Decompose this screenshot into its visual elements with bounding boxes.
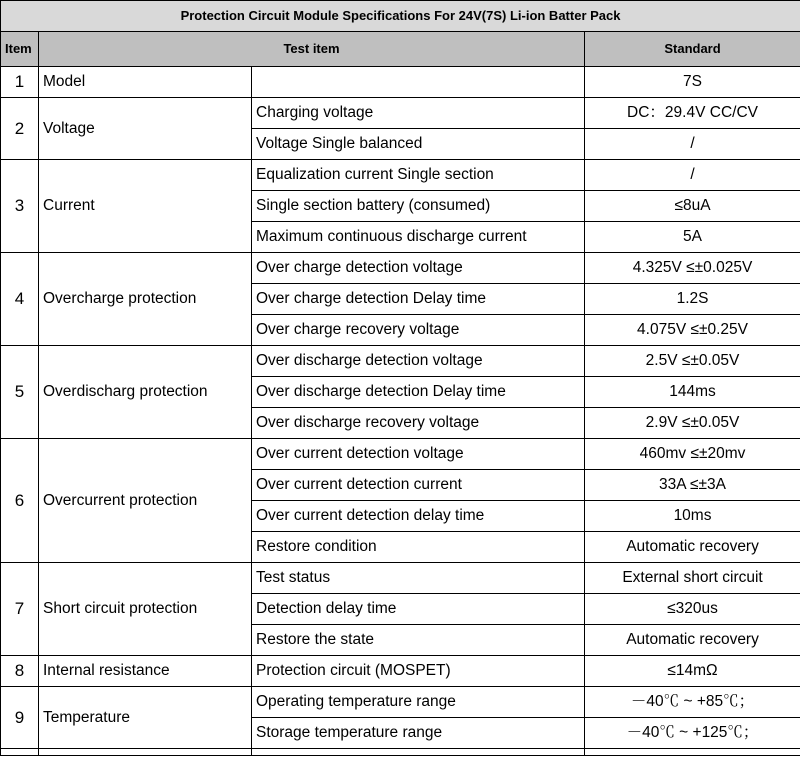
test-item-cell: Voltage Single balanced bbox=[252, 129, 585, 160]
standard-cell: 4.075V ≤±0.25V bbox=[585, 315, 800, 346]
empty-cell bbox=[39, 749, 252, 756]
item-number: 4 bbox=[1, 253, 39, 346]
table-row bbox=[1, 439, 800, 470]
standard-cell: 4.325V ≤±0.025V bbox=[585, 253, 800, 284]
item-name: Voltage bbox=[39, 98, 252, 160]
table-title: Protection Circuit Module Specifications For 24V(7S) Li-ion Batter Pack bbox=[1, 1, 800, 32]
test-item-cell: Test status bbox=[252, 563, 585, 594]
item-name: Model bbox=[39, 67, 252, 98]
table-row bbox=[1, 656, 800, 687]
test-item-cell: Equalization current Single section bbox=[252, 160, 585, 191]
test-item-cell: Over charge detection voltage bbox=[252, 253, 585, 284]
standard-cell: DC：29.4V CC/CV bbox=[585, 98, 800, 129]
test-item-cell: Over current detection current bbox=[252, 470, 585, 501]
test-item-cell: Over current detection delay time bbox=[252, 501, 585, 532]
test-item-cell: Storage temperature range bbox=[252, 718, 585, 749]
standard-cell: Automatic recovery bbox=[585, 625, 800, 656]
standard-cell: Automatic recovery bbox=[585, 532, 800, 563]
empty-cell bbox=[252, 749, 585, 756]
table-row bbox=[1, 687, 800, 718]
test-item-cell: Operating temperature range bbox=[252, 687, 585, 718]
standard-cell: / bbox=[585, 160, 800, 191]
table-row bbox=[1, 98, 800, 129]
table-row bbox=[1, 67, 800, 98]
test-item-cell: Single section battery (consumed) bbox=[252, 191, 585, 222]
header-test-item: Test item bbox=[39, 32, 585, 67]
test-item-cell: Over charge detection Delay time bbox=[252, 284, 585, 315]
table-row-partial bbox=[1, 749, 800, 756]
empty-cell bbox=[1, 749, 39, 756]
standard-cell: 1.2S bbox=[585, 284, 800, 315]
item-name: Overdischarg protection bbox=[39, 346, 252, 439]
standard-cell: －40℃ ~ +125℃； bbox=[585, 718, 800, 749]
header-item: Item bbox=[1, 32, 39, 67]
test-item-cell: Detection delay time bbox=[252, 594, 585, 625]
item-name: Short circuit protection bbox=[39, 563, 252, 656]
test-item-cell: Maximum continuous discharge current bbox=[252, 222, 585, 253]
test-item-cell bbox=[252, 67, 585, 98]
item-number: 5 bbox=[1, 346, 39, 439]
test-item-cell: Restore the state bbox=[252, 625, 585, 656]
standard-cell: ≤320us bbox=[585, 594, 800, 625]
table-row bbox=[1, 253, 800, 284]
standard-cell: / bbox=[585, 129, 800, 160]
standard-cell: 33A ≤±3A bbox=[585, 470, 800, 501]
item-number: 9 bbox=[1, 687, 39, 749]
standard-cell: 2.5V ≤±0.05V bbox=[585, 346, 800, 377]
test-item-cell: Charging voltage bbox=[252, 98, 585, 129]
item-number: 1 bbox=[1, 67, 39, 98]
standard-cell: 2.9V ≤±0.05V bbox=[585, 408, 800, 439]
header-row bbox=[1, 32, 800, 67]
item-number: 2 bbox=[1, 98, 39, 160]
item-number: 7 bbox=[1, 563, 39, 656]
item-name: Internal resistance bbox=[39, 656, 252, 687]
item-number: 8 bbox=[1, 656, 39, 687]
item-name: Current bbox=[39, 160, 252, 253]
item-name: Overcharge protection bbox=[39, 253, 252, 346]
title-row bbox=[1, 1, 800, 32]
test-item-cell: Restore condition bbox=[252, 532, 585, 563]
test-item-cell: Over charge recovery voltage bbox=[252, 315, 585, 346]
spec-table-body bbox=[1, 1, 800, 756]
standard-cell: 10ms bbox=[585, 501, 800, 532]
item-number: 6 bbox=[1, 439, 39, 563]
standard-cell: External short circuit bbox=[585, 563, 800, 594]
standard-cell: 144ms bbox=[585, 377, 800, 408]
test-item-cell: Over discharge detection voltage bbox=[252, 346, 585, 377]
standard-cell: ≤8uA bbox=[585, 191, 800, 222]
item-name: Temperature bbox=[39, 687, 252, 749]
test-item-cell: Over discharge recovery voltage bbox=[252, 408, 585, 439]
empty-cell bbox=[585, 749, 800, 756]
table-row bbox=[1, 160, 800, 191]
standard-cell: 5A bbox=[585, 222, 800, 253]
table-row bbox=[1, 563, 800, 594]
standard-cell: －40℃ ~ +85℃； bbox=[585, 687, 800, 718]
standard-cell: 7S bbox=[585, 67, 800, 98]
standard-cell: ≤14mΩ bbox=[585, 656, 800, 687]
item-number: 3 bbox=[1, 160, 39, 253]
test-item-cell: Over current detection voltage bbox=[252, 439, 585, 470]
test-item-cell: Over discharge detection Delay time bbox=[252, 377, 585, 408]
item-name: Overcurrent protection bbox=[39, 439, 252, 563]
table-row bbox=[1, 346, 800, 377]
standard-cell: 460mv ≤±20mv bbox=[585, 439, 800, 470]
test-item-cell: Protection circuit (MOSPET) bbox=[252, 656, 585, 687]
header-standard: Standard bbox=[585, 32, 800, 67]
